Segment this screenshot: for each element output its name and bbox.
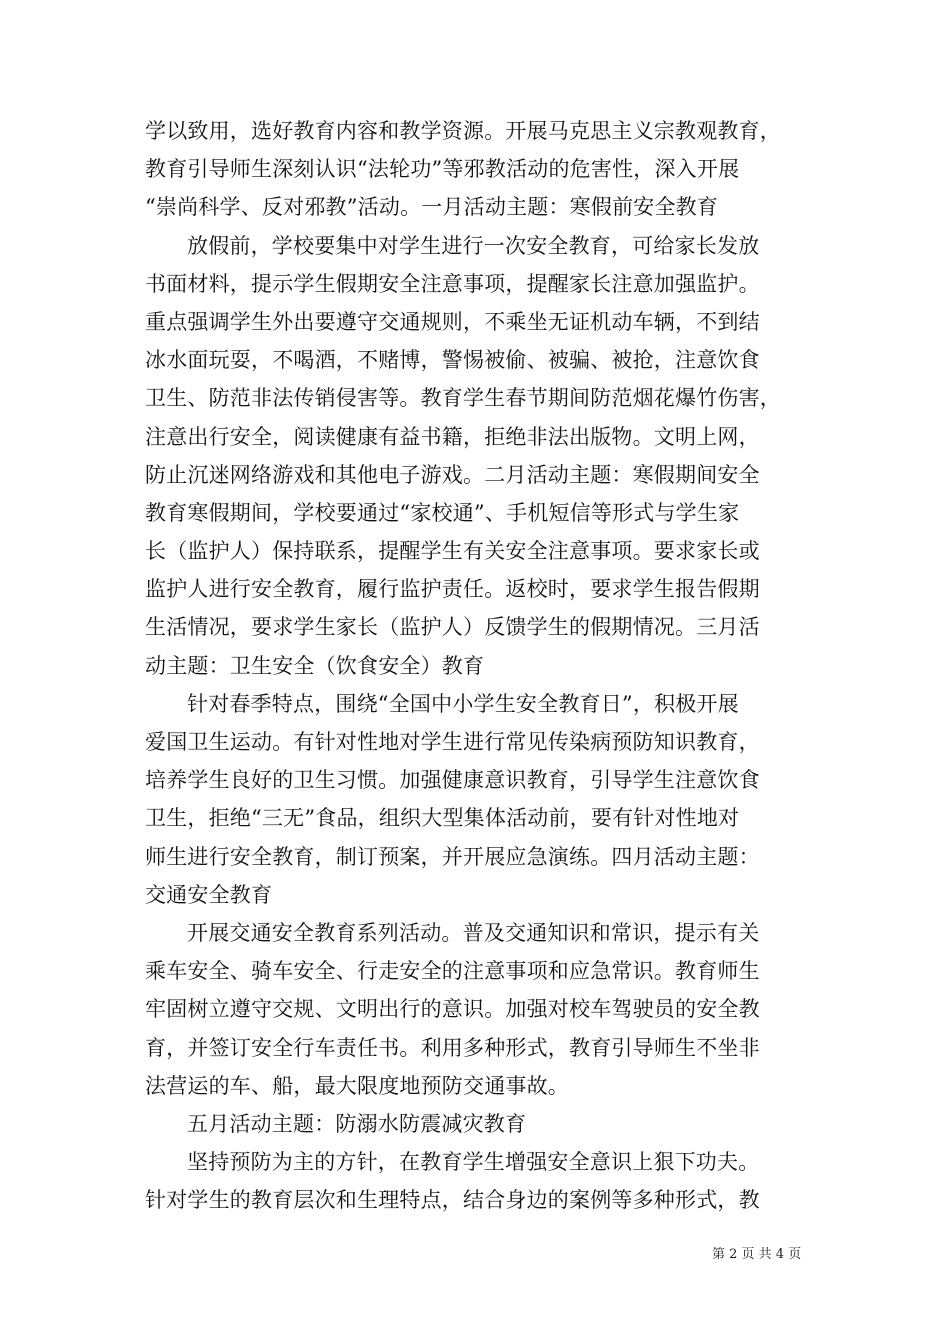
text-line: 卫生、防范非法传销侵害等。教育学生春节期间防范烟花爆竹伤害，: [145, 386, 781, 411]
text-line: 交通安全教育: [145, 882, 273, 907]
text-line: 书面材料，提示学生假期安全注意事项，提醒家长注意加强监护。: [145, 271, 760, 296]
text-line: 培养学生良好的卫生习惯。加强健康意识教育，引导学生注意饮食: [145, 768, 760, 793]
text-line: 法营运的车、船，最大限度地预防交通事故。: [145, 1073, 569, 1098]
text-line: 长（监护人）保持联系，提醒学生有关安全注意事项。要求家长或: [145, 539, 760, 564]
text-line: 乘车安全、骑车安全、行走安全的注意事项和应急常识。教育师生: [145, 959, 760, 984]
text-line: 爱国卫生运动。有针对性地对学生进行常见传染病预防知识教育，: [145, 730, 760, 754]
text-line: 师生进行安全教育，制订预案，并开展应急演练。四月活动主题：: [145, 844, 760, 869]
text-line: 教育寒假期间，学校要通过“家校通”、手机短信等形式与学生家: [145, 500, 740, 525]
text-line: 生活情况，要求学生家长（监护人）反馈学生的假期情况。三月活: [145, 615, 760, 640]
text-line: 育，并签订安全行车责任书。利用多种形式，教育引导师生不坐非: [145, 1035, 760, 1060]
text-line: 五月活动主题：防溺水防震减灾教育: [187, 1111, 527, 1136]
text-line: 监护人进行安全教育，履行监护责任。返校时，要求学生报告假期: [145, 577, 760, 602]
text-line: 针对学生的教育层次和生理特点，结合身边的案例等多种形式，教: [145, 1188, 760, 1213]
text-line: 冰水面玩耍，不喝酒，不赌博，警惕被偷、被骗、被抢，注意饮食: [145, 348, 760, 373]
text-line: 牢固树立遵守交规、文明出行的意识。加强对校车驾驶员的安全教: [145, 997, 760, 1022]
text-line: “崇尚科学、反对邪教”活动。一月活动主题：寒假前安全教育: [145, 195, 719, 220]
text-line: 放假前，学校要集中对学生进行一次安全教育，可给家长发放: [187, 233, 760, 258]
text-line: 防止沉迷网络游戏和其他电子游戏。二月活动主题：寒假期间安全: [145, 462, 760, 487]
text-line: 重点强调学生外出要遵守交通规则，不乘坐无证机动车辆，不到结: [145, 309, 760, 334]
text-line: 针对春季特点，围绕“全国中小学生安全教育日”，积极开展: [187, 691, 739, 716]
text-line: 注意出行安全，阅读健康有益书籍，拒绝非法出版物。文明上网，: [145, 424, 760, 449]
text-line: 坚持预防为主的方针，在教育学生增强安全意识上狠下功夫。: [187, 1150, 760, 1175]
text-line: 教育引导师生深刻认识“法轮功”等邪教活动的危害性，深入开展: [145, 157, 740, 182]
text-line: 开展交通安全教育系列活动。普及交通知识和常识，提示有关: [187, 920, 760, 945]
text-line: 学以致用，选好教育内容和教学资源。开展马克思主义宗教观教育，: [145, 119, 781, 143]
page-number: 第 2 页 共 4 页: [712, 1247, 802, 1262]
text-line: 动主题：卫生安全（饮食安全）教育: [145, 653, 485, 678]
text-line: 卫生，拒绝“三无”食品，组织大型集体活动前，要有针对性地对: [145, 806, 740, 831]
body-text: [145, 112, 809, 1219]
